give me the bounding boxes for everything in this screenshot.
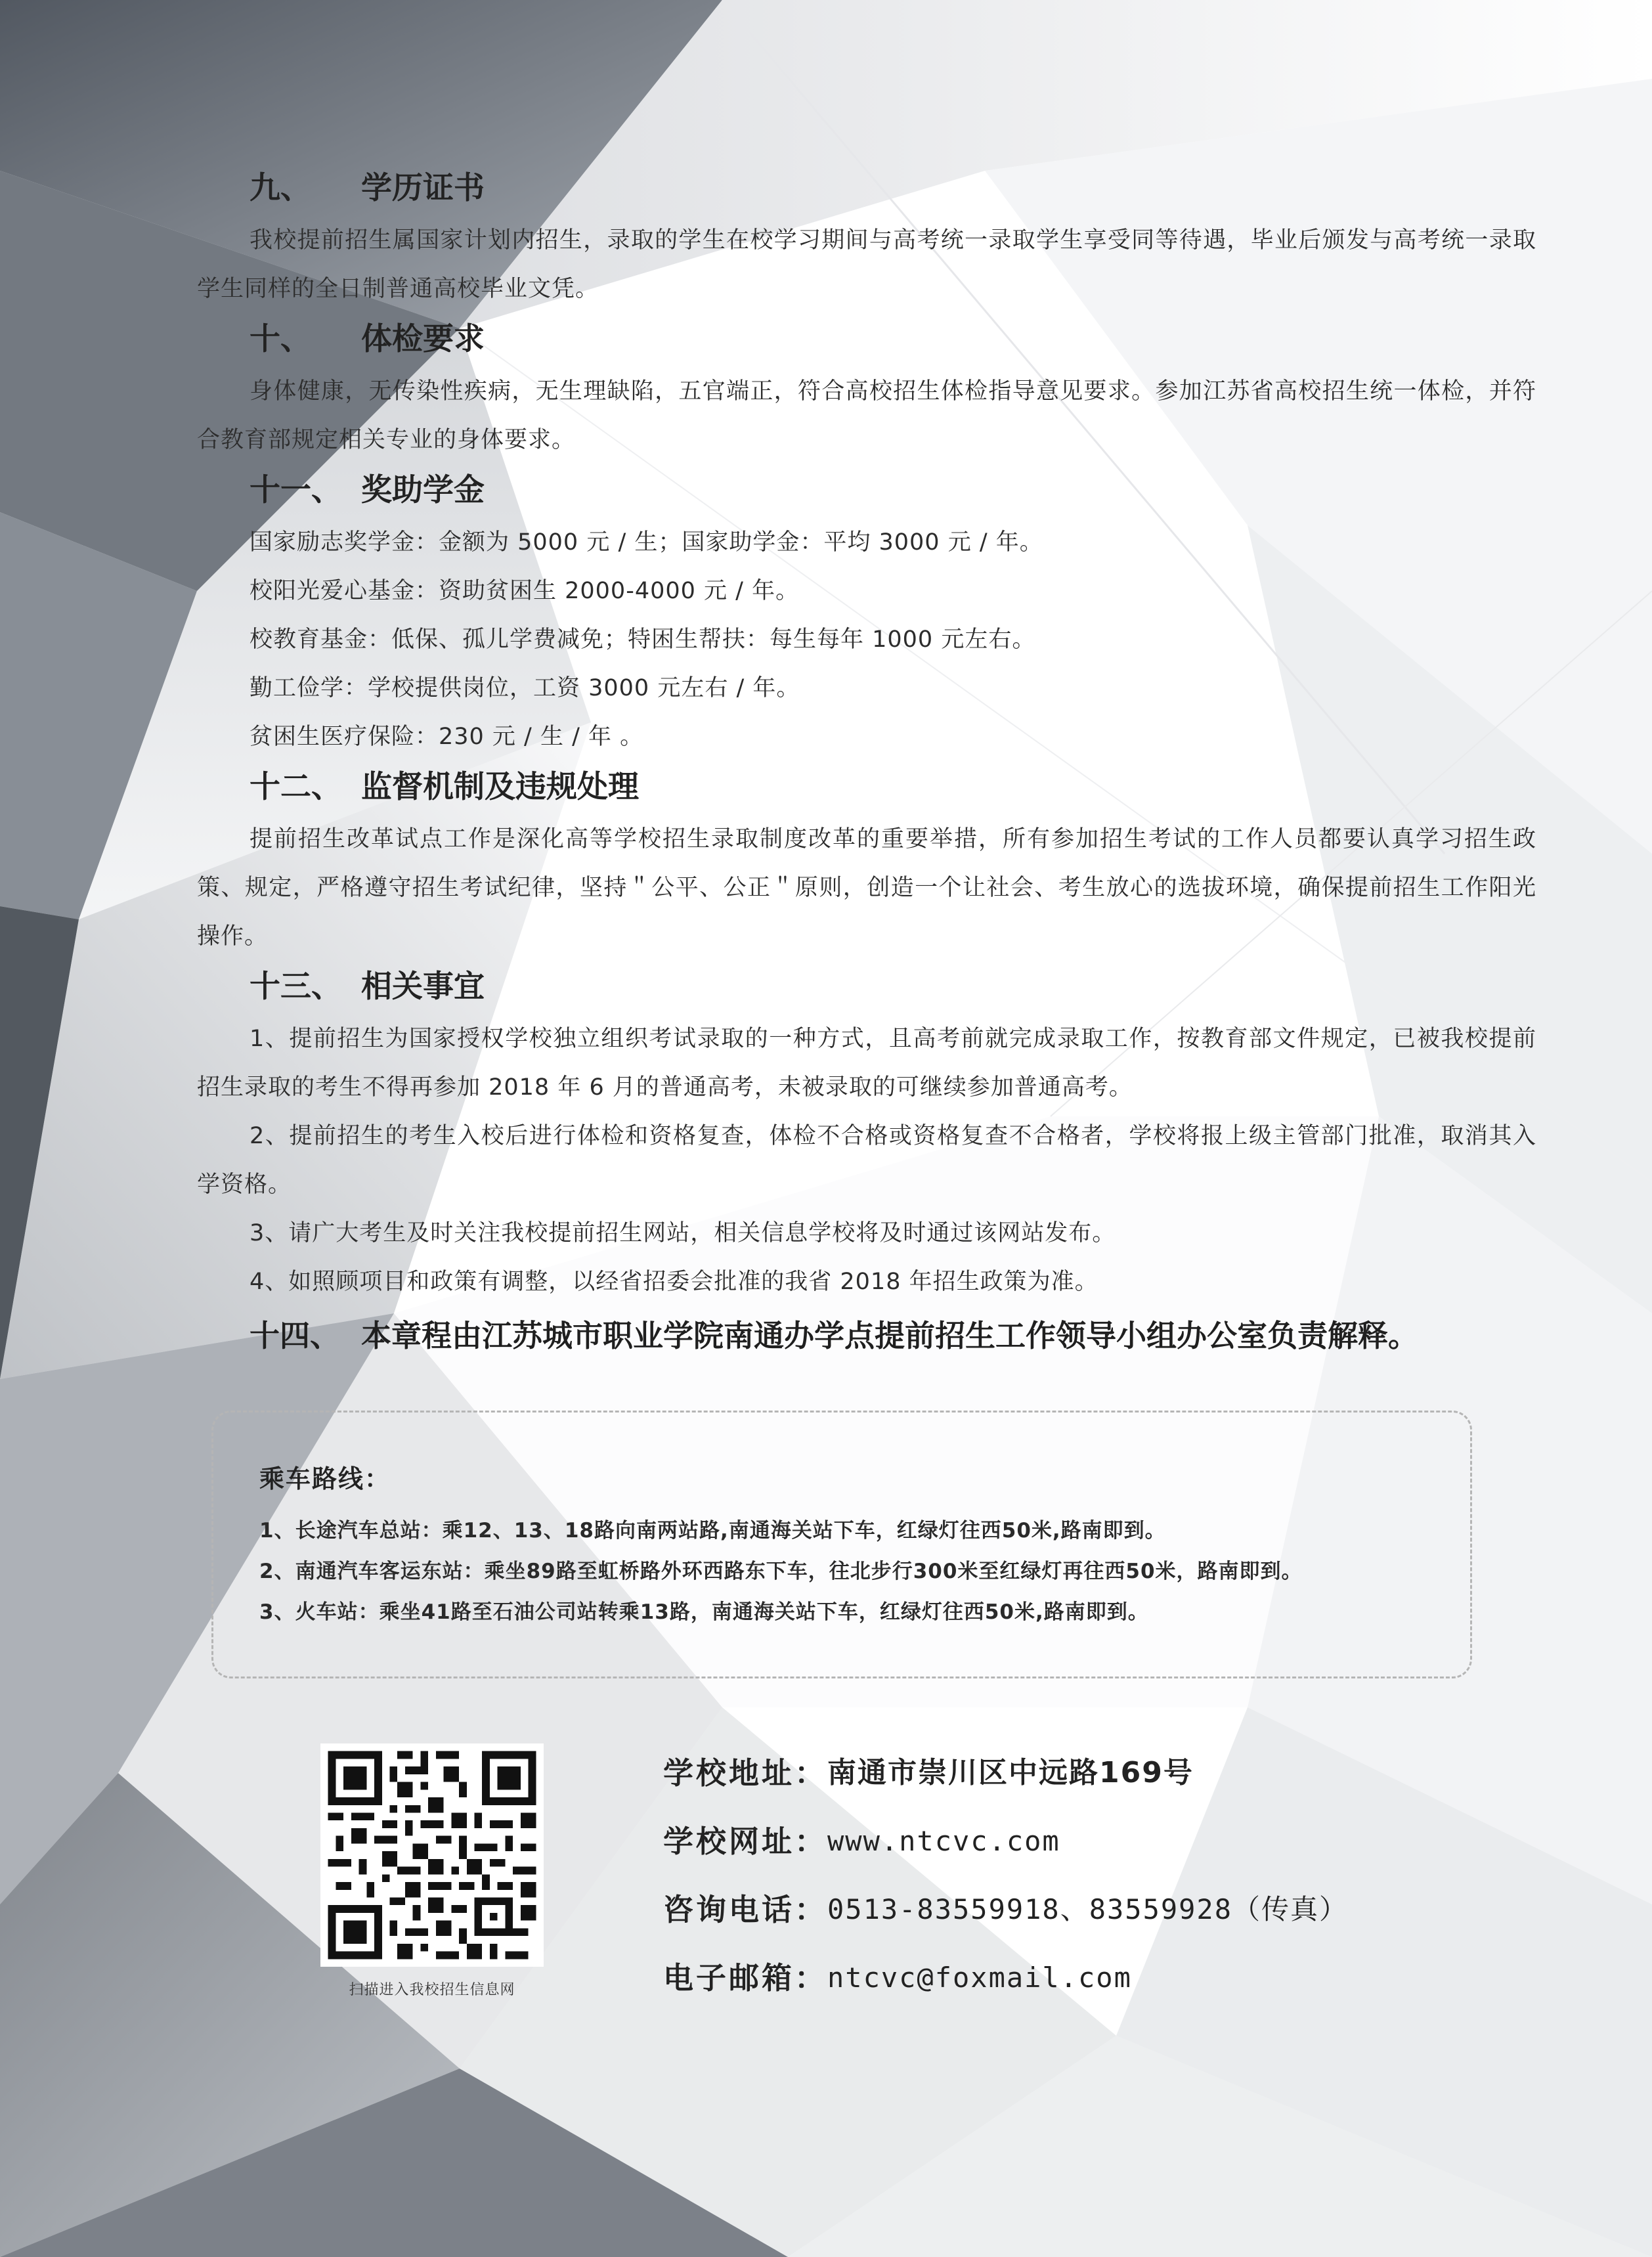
section-number: 九、: [250, 170, 311, 206]
contact-value: 南通市崇川区中远路169号: [827, 1756, 1194, 1789]
contact-website: [663, 1818, 1348, 1864]
section-number: 十、: [250, 321, 311, 357]
section-paragraph: 提前招生改革试点工作是深化高等学校招生录取制度改革的重要举措，所有参加招生考试的工作人员都要认真学习招生政策、规定，严格遵守招生考试纪律，坚持＂公平、公正＂原则，创造一个让社会、考生放心的选拔环境，确保提前招生工作阳光操作。: [197, 826, 1536, 950]
section-heading: [250, 318, 1536, 361]
scholarship-item: 国家励志奖学金：金额为 5000 元 / 生；国家助学金：平均 3000 元 / 年。: [250, 529, 1043, 556]
scholarship-item: 校教育基金：低保、孤儿学费减免；特困生帮扶：每生每年 1000 元左右。: [250, 626, 1036, 653]
section-related-matters: [197, 966, 1536, 1306]
email-link[interactable]: ntcvc@foxmail.com: [827, 1961, 1132, 1994]
section-heading: [250, 470, 1536, 512]
section-number: 十四、: [250, 1318, 340, 1353]
contact-address: [663, 1750, 1348, 1796]
qr-code-image[interactable]: [320, 1743, 544, 1967]
section-supervision: [197, 766, 1536, 961]
contact-label: 学校网址：: [663, 1824, 827, 1859]
scholarship-item: 校阳光爱心基金：资助贫困生 2000-4000 元 / 年。: [250, 578, 800, 604]
section-title: 奖助学金: [361, 472, 485, 508]
bus-routes-title: 乘车路线：: [259, 1464, 391, 1493]
qr-code-block: [320, 1743, 557, 1999]
section-scholarships: [197, 470, 1536, 761]
section-heading: [250, 766, 1536, 808]
contact-phone: [663, 1887, 1348, 1933]
website-link[interactable]: www.ntcvc.com: [827, 1825, 1060, 1857]
section-paragraph: 2、提前招生的考生入校后进行体检和资格复查，体检不合格或资格复查不合格者，学校将报上级主管部门批准，取消其入学资格。: [197, 1123, 1536, 1198]
scholarship-item: 勤工俭学：学校提供岗位，工资 3000 元左右 / 年。: [250, 675, 800, 701]
section-heading: [250, 966, 1536, 1008]
section-paragraph: 3、请广大考生及时关注我校提前招生网站，相关信息学校将及时通过该网站发布。: [250, 1220, 1116, 1246]
section-paragraph: 我校提前招生属国家计划内招生，录取的学生在校学习期间与高考统一录取学生享受同等待遇，毕业后颁发与高考统一录取学生同样的全日制普通高校毕业文凭。: [197, 227, 1536, 302]
contact-label: 学校地址：: [663, 1755, 827, 1791]
section-number: 十一、: [250, 472, 342, 508]
section-paragraph: 1、提前招生为国家授权学校独立组织考试录取的一种方式，且高考前就完成录取工作，按教育部文件规定，已被我校提前招生录取的考生不得再参加 2018 年 6 月的普通高考，未被录取的可继续参加普通高考。: [197, 1026, 1536, 1101]
phone-number[interactable]: 0513-83559918、83559928（传真）: [827, 1893, 1349, 1925]
bus-route-item: 3、火车站：乘坐41路至石油公司站转乘13路，南通海关站下车，红绿灯往西50米,路南即到。: [259, 1600, 1149, 1624]
section-title: 体检要求: [361, 321, 485, 357]
scholarship-item: 贫困生医疗保险：230 元 / 生 / 年 。: [250, 724, 644, 750]
bus-routes-box: [211, 1411, 1472, 1678]
contact-email: [663, 1955, 1348, 2001]
section-title: 相关事宜: [361, 969, 485, 1005]
section-paragraph: 身体健康，无传染性疾病，无生理缺陷，五官端正，符合高校招生体检指导意见要求。参加江苏省高校招生统一体检，并符合教育部规定相关专业的身体要求。: [197, 378, 1536, 453]
section-health-check: [197, 318, 1536, 464]
contact-info: [663, 1750, 1348, 2023]
final-statement-text: 本章程由江苏城市职业学院南通办学点提前招生工作领导小组办公室负责解释。: [361, 1318, 1418, 1353]
section-heading: [250, 167, 1536, 209]
section-title: 学历证书: [361, 170, 485, 206]
bus-route-item: 2、南通汽车客运东站：乘坐89路至虹桥路外环西路东下车，往北步行300米至红绿灯再往西50米，路南即到。: [259, 1560, 1303, 1583]
contact-label: 电子邮箱：: [663, 1960, 827, 1996]
bus-route-item: 1、长途汽车总站：乘12、13、18路向南两站路,南通海关站下车，红绿灯往西50米,路南即到。: [259, 1519, 1166, 1543]
section-title: 监督机制及违规处理: [361, 769, 639, 805]
section-number: 十二、: [250, 769, 342, 805]
section-paragraph: 4、如照顾项目和政策有调整，以经省招委会批准的我省 2018 年招生政策为准。: [250, 1269, 1098, 1295]
section-education-certificate: [197, 167, 1536, 313]
contact-label: 咨询电话：: [663, 1892, 827, 1927]
final-statement: [250, 1313, 1536, 1359]
article-body: [197, 167, 1536, 1359]
section-number: 十三、: [250, 969, 342, 1005]
qr-caption: 扫描进入我校招生信息网: [349, 1982, 515, 1998]
